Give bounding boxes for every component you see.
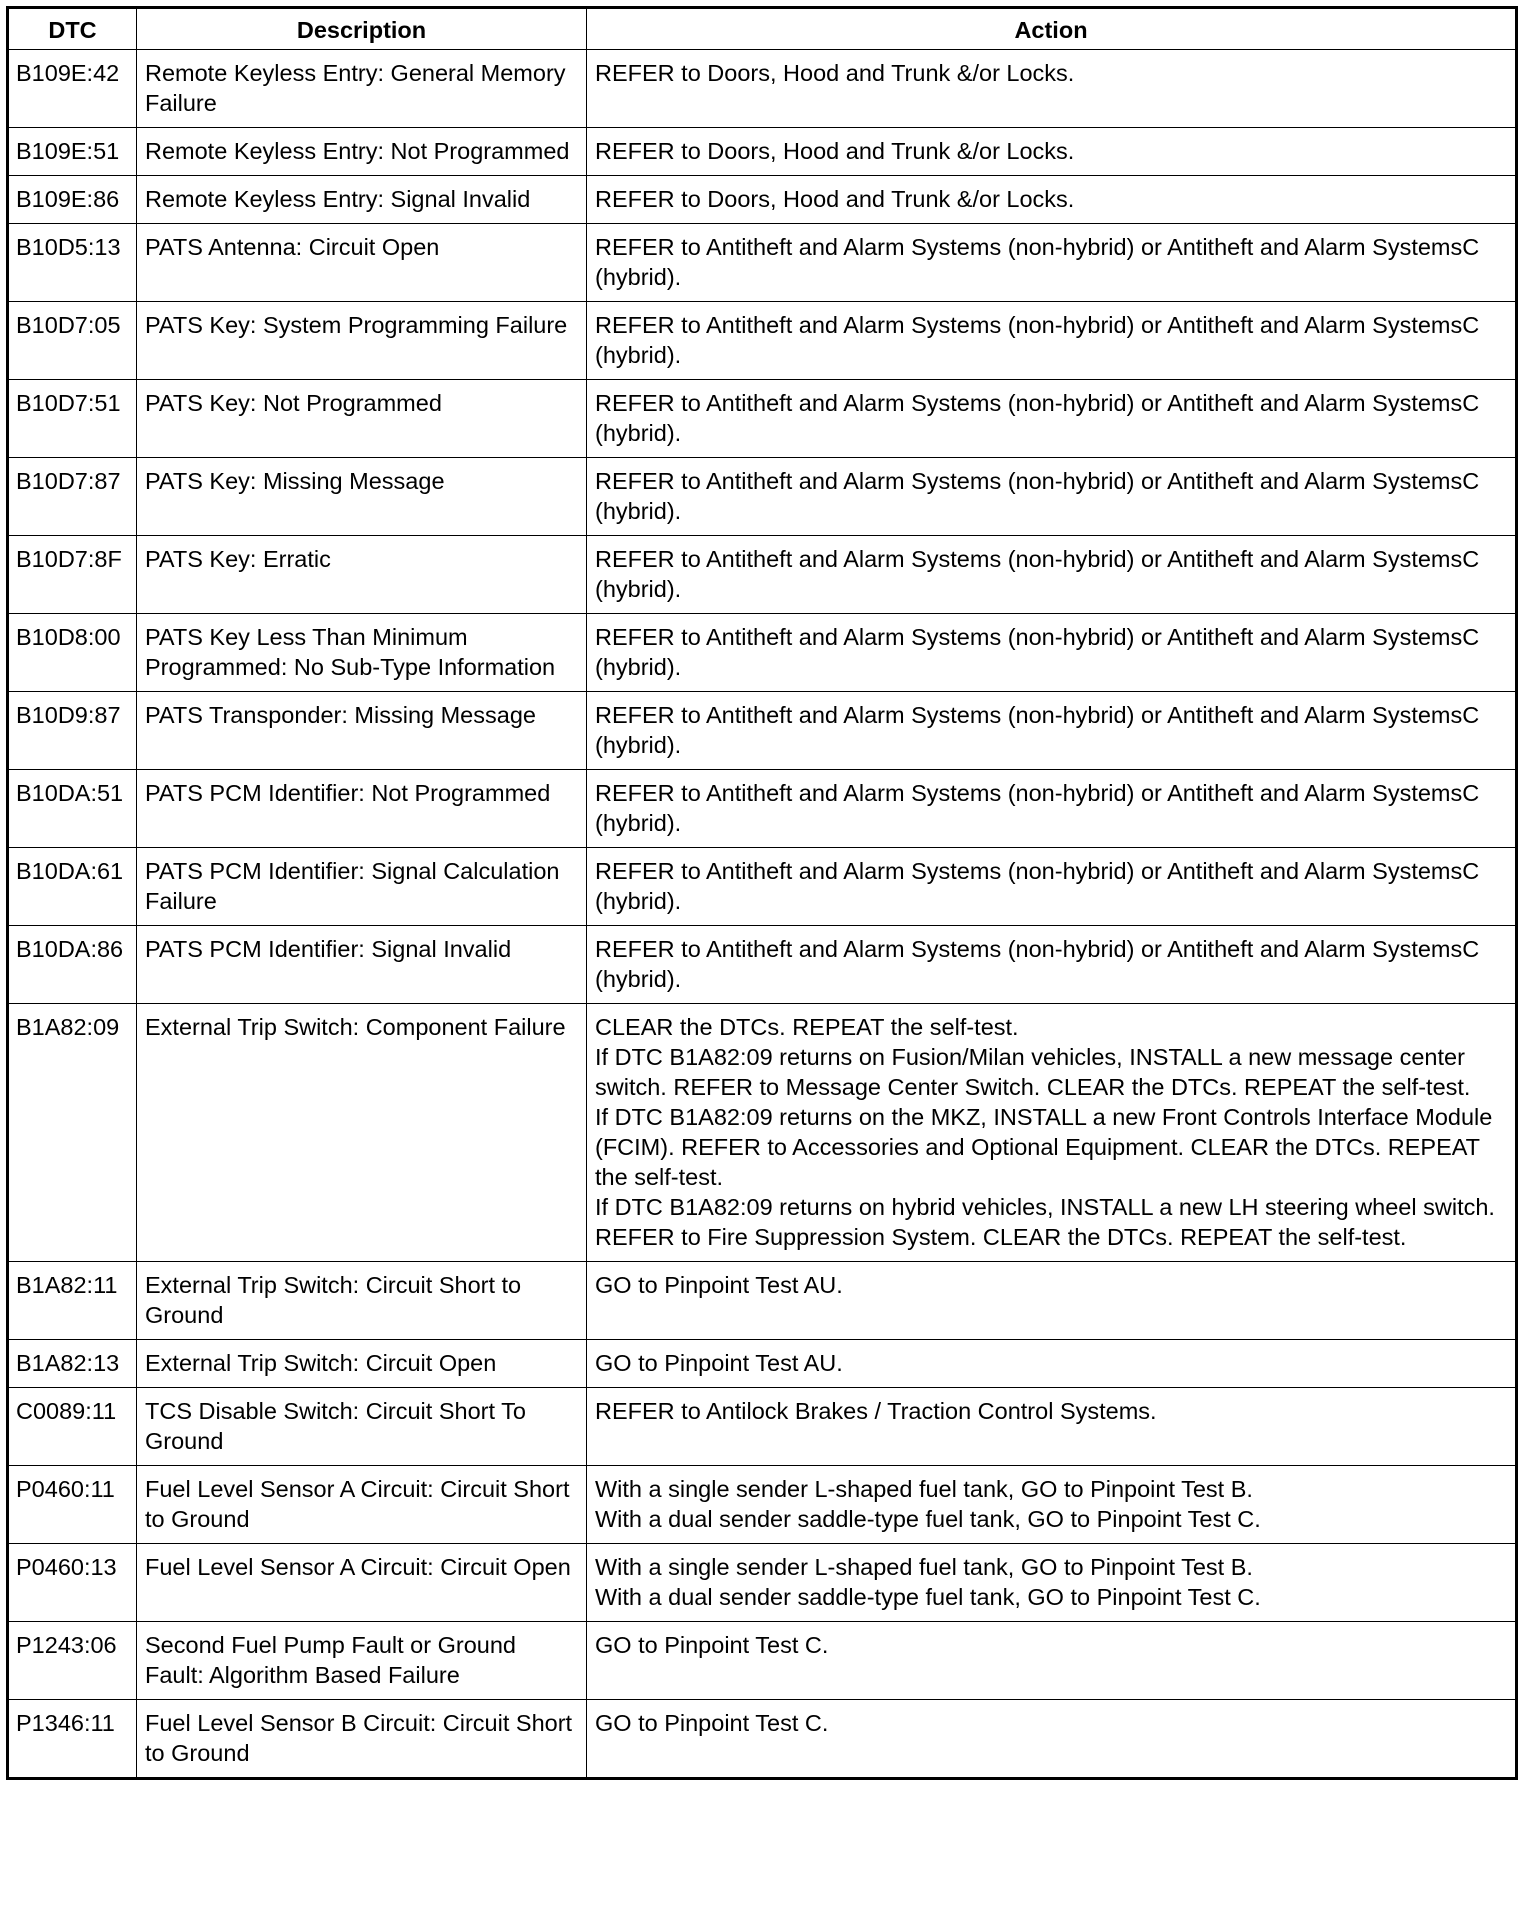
description-cell: PATS Key Less Than Minimum Programmed: No Sub-Type Information — [137, 614, 587, 692]
dtc-code-cell: B10DA:86 — [8, 926, 137, 1004]
action-line: REFER to Antitheft and Alarm Systems (non-hybrid) or Antitheft and Alarm SystemsC (hybrid). — [595, 780, 1480, 836]
action-line: REFER to Antitheft and Alarm Systems (non-hybrid) or Antitheft and Alarm SystemsC (hybrid). — [595, 234, 1480, 290]
dtc-code-cell: C0089:11 — [8, 1388, 137, 1466]
action-line: With a single sender L-shaped fuel tank, GO to Pinpoint Test B. — [595, 1476, 1253, 1502]
action-line: REFER to Doors, Hood and Trunk &/or Locks. — [595, 138, 1075, 164]
dtc-code-cell: B10D8:00 — [8, 614, 137, 692]
action-line: REFER to Antitheft and Alarm Systems (non-hybrid) or Antitheft and Alarm SystemsC (hybrid). — [595, 312, 1480, 368]
dtc-code-cell: P0460:13 — [8, 1544, 137, 1622]
dtc-code-cell: B109E:42 — [8, 50, 137, 128]
table-row — [8, 380, 1517, 458]
action-cell — [587, 770, 1517, 848]
action-line: With a dual sender saddle-type fuel tank, GO to Pinpoint Test C. — [595, 1506, 1261, 1532]
dtc-code-cell: B1A82:09 — [8, 1004, 137, 1262]
table-row — [8, 128, 1517, 176]
action-line: REFER to Antitheft and Alarm Systems (non-hybrid) or Antitheft and Alarm SystemsC (hybrid). — [595, 858, 1480, 914]
action-cell — [587, 380, 1517, 458]
description-cell: PATS PCM Identifier: Not Programmed — [137, 770, 587, 848]
action-cell — [587, 1622, 1517, 1700]
dtc-code-cell: B1A82:13 — [8, 1340, 137, 1388]
dtc-code-cell: B10D7:05 — [8, 302, 137, 380]
table-row — [8, 50, 1517, 128]
action-cell — [587, 692, 1517, 770]
action-line: REFER to Antitheft and Alarm Systems (non-hybrid) or Antitheft and Alarm SystemsC (hybrid). — [595, 936, 1480, 992]
dtc-code-cell: B10D7:51 — [8, 380, 137, 458]
dtc-code-cell: B109E:51 — [8, 128, 137, 176]
header-dtc: DTC — [8, 8, 137, 50]
table-row — [8, 536, 1517, 614]
action-cell — [587, 128, 1517, 176]
table-row — [8, 1340, 1517, 1388]
action-line: REFER to Antitheft and Alarm Systems (non-hybrid) or Antitheft and Alarm SystemsC (hybrid). — [595, 468, 1480, 524]
action-cell — [587, 50, 1517, 128]
description-cell: PATS Key: Missing Message — [137, 458, 587, 536]
table-row — [8, 1388, 1517, 1466]
header-row — [8, 8, 1517, 50]
dtc-code-cell: B1A82:11 — [8, 1262, 137, 1340]
action-cell — [587, 1544, 1517, 1622]
action-cell — [587, 302, 1517, 380]
dtc-code-cell: B10D7:8F — [8, 536, 137, 614]
description-cell: PATS Key: System Programming Failure — [137, 302, 587, 380]
action-line: REFER to Antitheft and Alarm Systems (non-hybrid) or Antitheft and Alarm SystemsC (hybrid). — [595, 702, 1480, 758]
description-cell: External Trip Switch: Circuit Open — [137, 1340, 587, 1388]
description-cell: Remote Keyless Entry: Not Programmed — [137, 128, 587, 176]
description-cell: PATS PCM Identifier: Signal Invalid — [137, 926, 587, 1004]
header-action: Action — [587, 8, 1517, 50]
action-line: If DTC B1A82:09 returns on hybrid vehicles, INSTALL a new LH steering wheel switch. REFER to Fire Suppression System. CLEAR the DTCs. REPEAT the self-test. — [595, 1194, 1495, 1250]
action-cell — [587, 848, 1517, 926]
table-row — [8, 848, 1517, 926]
action-line: GO to Pinpoint Test AU. — [595, 1350, 843, 1376]
action-line: GO to Pinpoint Test C. — [595, 1632, 829, 1658]
action-line: REFER to Antilock Brakes / Traction Control Systems. — [595, 1398, 1157, 1424]
table-row — [8, 770, 1517, 848]
dtc-code-cell: B10DA:51 — [8, 770, 137, 848]
description-cell: Fuel Level Sensor A Circuit: Circuit Open — [137, 1544, 587, 1622]
action-cell — [587, 1466, 1517, 1544]
action-line: CLEAR the DTCs. REPEAT the self-test. — [595, 1014, 1019, 1040]
action-line: With a single sender L-shaped fuel tank, GO to Pinpoint Test B. — [595, 1554, 1253, 1580]
action-line: REFER to Doors, Hood and Trunk &/or Locks. — [595, 60, 1075, 86]
description-cell: Remote Keyless Entry: General Memory Failure — [137, 50, 587, 128]
action-cell — [587, 458, 1517, 536]
action-cell — [587, 536, 1517, 614]
table-row — [8, 1544, 1517, 1622]
description-cell: TCS Disable Switch: Circuit Short To Ground — [137, 1388, 587, 1466]
table-row — [8, 926, 1517, 1004]
action-line: REFER to Antitheft and Alarm Systems (non-hybrid) or Antitheft and Alarm SystemsC (hybrid). — [595, 390, 1480, 446]
action-cell — [587, 176, 1517, 224]
action-cell — [587, 1262, 1517, 1340]
action-cell — [587, 1004, 1517, 1262]
action-line: If DTC B1A82:09 returns on the MKZ, INSTALL a new Front Controls Interface Module (FCIM). REFER to Accessories and Optional Equipment. CLEAR the DTCs. REPEAT the self-test. — [595, 1104, 1493, 1190]
description-cell: External Trip Switch: Circuit Short to Ground — [137, 1262, 587, 1340]
dtc-code-cell: B10D7:87 — [8, 458, 137, 536]
header-description: Description — [137, 8, 587, 50]
action-cell — [587, 224, 1517, 302]
description-cell: Second Fuel Pump Fault or Ground Fault: Algorithm Based Failure — [137, 1622, 587, 1700]
table-row — [8, 1700, 1517, 1779]
action-cell — [587, 1388, 1517, 1466]
description-cell: PATS PCM Identifier: Signal Calculation Failure — [137, 848, 587, 926]
table-row — [8, 614, 1517, 692]
dtc-code-cell: P0460:11 — [8, 1466, 137, 1544]
action-line: GO to Pinpoint Test AU. — [595, 1272, 843, 1298]
action-line: If DTC B1A82:09 returns on Fusion/Milan vehicles, INSTALL a new message center switch. REFER to Message Center Switch. CLEAR the DTCs. REPEAT the self-test. — [595, 1044, 1471, 1100]
action-line: With a dual sender saddle-type fuel tank, GO to Pinpoint Test C. — [595, 1584, 1261, 1610]
description-cell: PATS Key: Not Programmed — [137, 380, 587, 458]
table-row — [8, 1466, 1517, 1544]
action-line: REFER to Antitheft and Alarm Systems (non-hybrid) or Antitheft and Alarm SystemsC (hybrid). — [595, 546, 1480, 602]
table-row — [8, 176, 1517, 224]
table-row — [8, 1262, 1517, 1340]
table-body — [8, 50, 1517, 1779]
table-row — [8, 302, 1517, 380]
table-row — [8, 692, 1517, 770]
dtc-code-cell: B109E:86 — [8, 176, 137, 224]
table-row — [8, 458, 1517, 536]
action-cell — [587, 1700, 1517, 1779]
table-row — [8, 224, 1517, 302]
dtc-code-cell: B10D5:13 — [8, 224, 137, 302]
action-cell — [587, 1340, 1517, 1388]
dtc-code-cell: B10DA:61 — [8, 848, 137, 926]
description-cell: Remote Keyless Entry: Signal Invalid — [137, 176, 587, 224]
description-cell: PATS Antenna: Circuit Open — [137, 224, 587, 302]
table-header — [8, 8, 1517, 50]
description-cell: PATS Key: Erratic — [137, 536, 587, 614]
dtc-code-cell: B10D9:87 — [8, 692, 137, 770]
table-row — [8, 1004, 1517, 1262]
action-line: REFER to Doors, Hood and Trunk &/or Locks. — [595, 186, 1075, 212]
description-cell: PATS Transponder: Missing Message — [137, 692, 587, 770]
description-cell: Fuel Level Sensor A Circuit: Circuit Short to Ground — [137, 1466, 587, 1544]
dtc-table — [6, 6, 1518, 1780]
description-cell: External Trip Switch: Component Failure — [137, 1004, 587, 1262]
action-line: REFER to Antitheft and Alarm Systems (non-hybrid) or Antitheft and Alarm SystemsC (hybrid). — [595, 624, 1480, 680]
table-row — [8, 1622, 1517, 1700]
action-cell — [587, 614, 1517, 692]
description-cell: Fuel Level Sensor B Circuit: Circuit Short to Ground — [137, 1700, 587, 1779]
action-cell — [587, 926, 1517, 1004]
dtc-code-cell: P1346:11 — [8, 1700, 137, 1779]
action-line: GO to Pinpoint Test C. — [595, 1710, 829, 1736]
dtc-code-cell: P1243:06 — [8, 1622, 137, 1700]
